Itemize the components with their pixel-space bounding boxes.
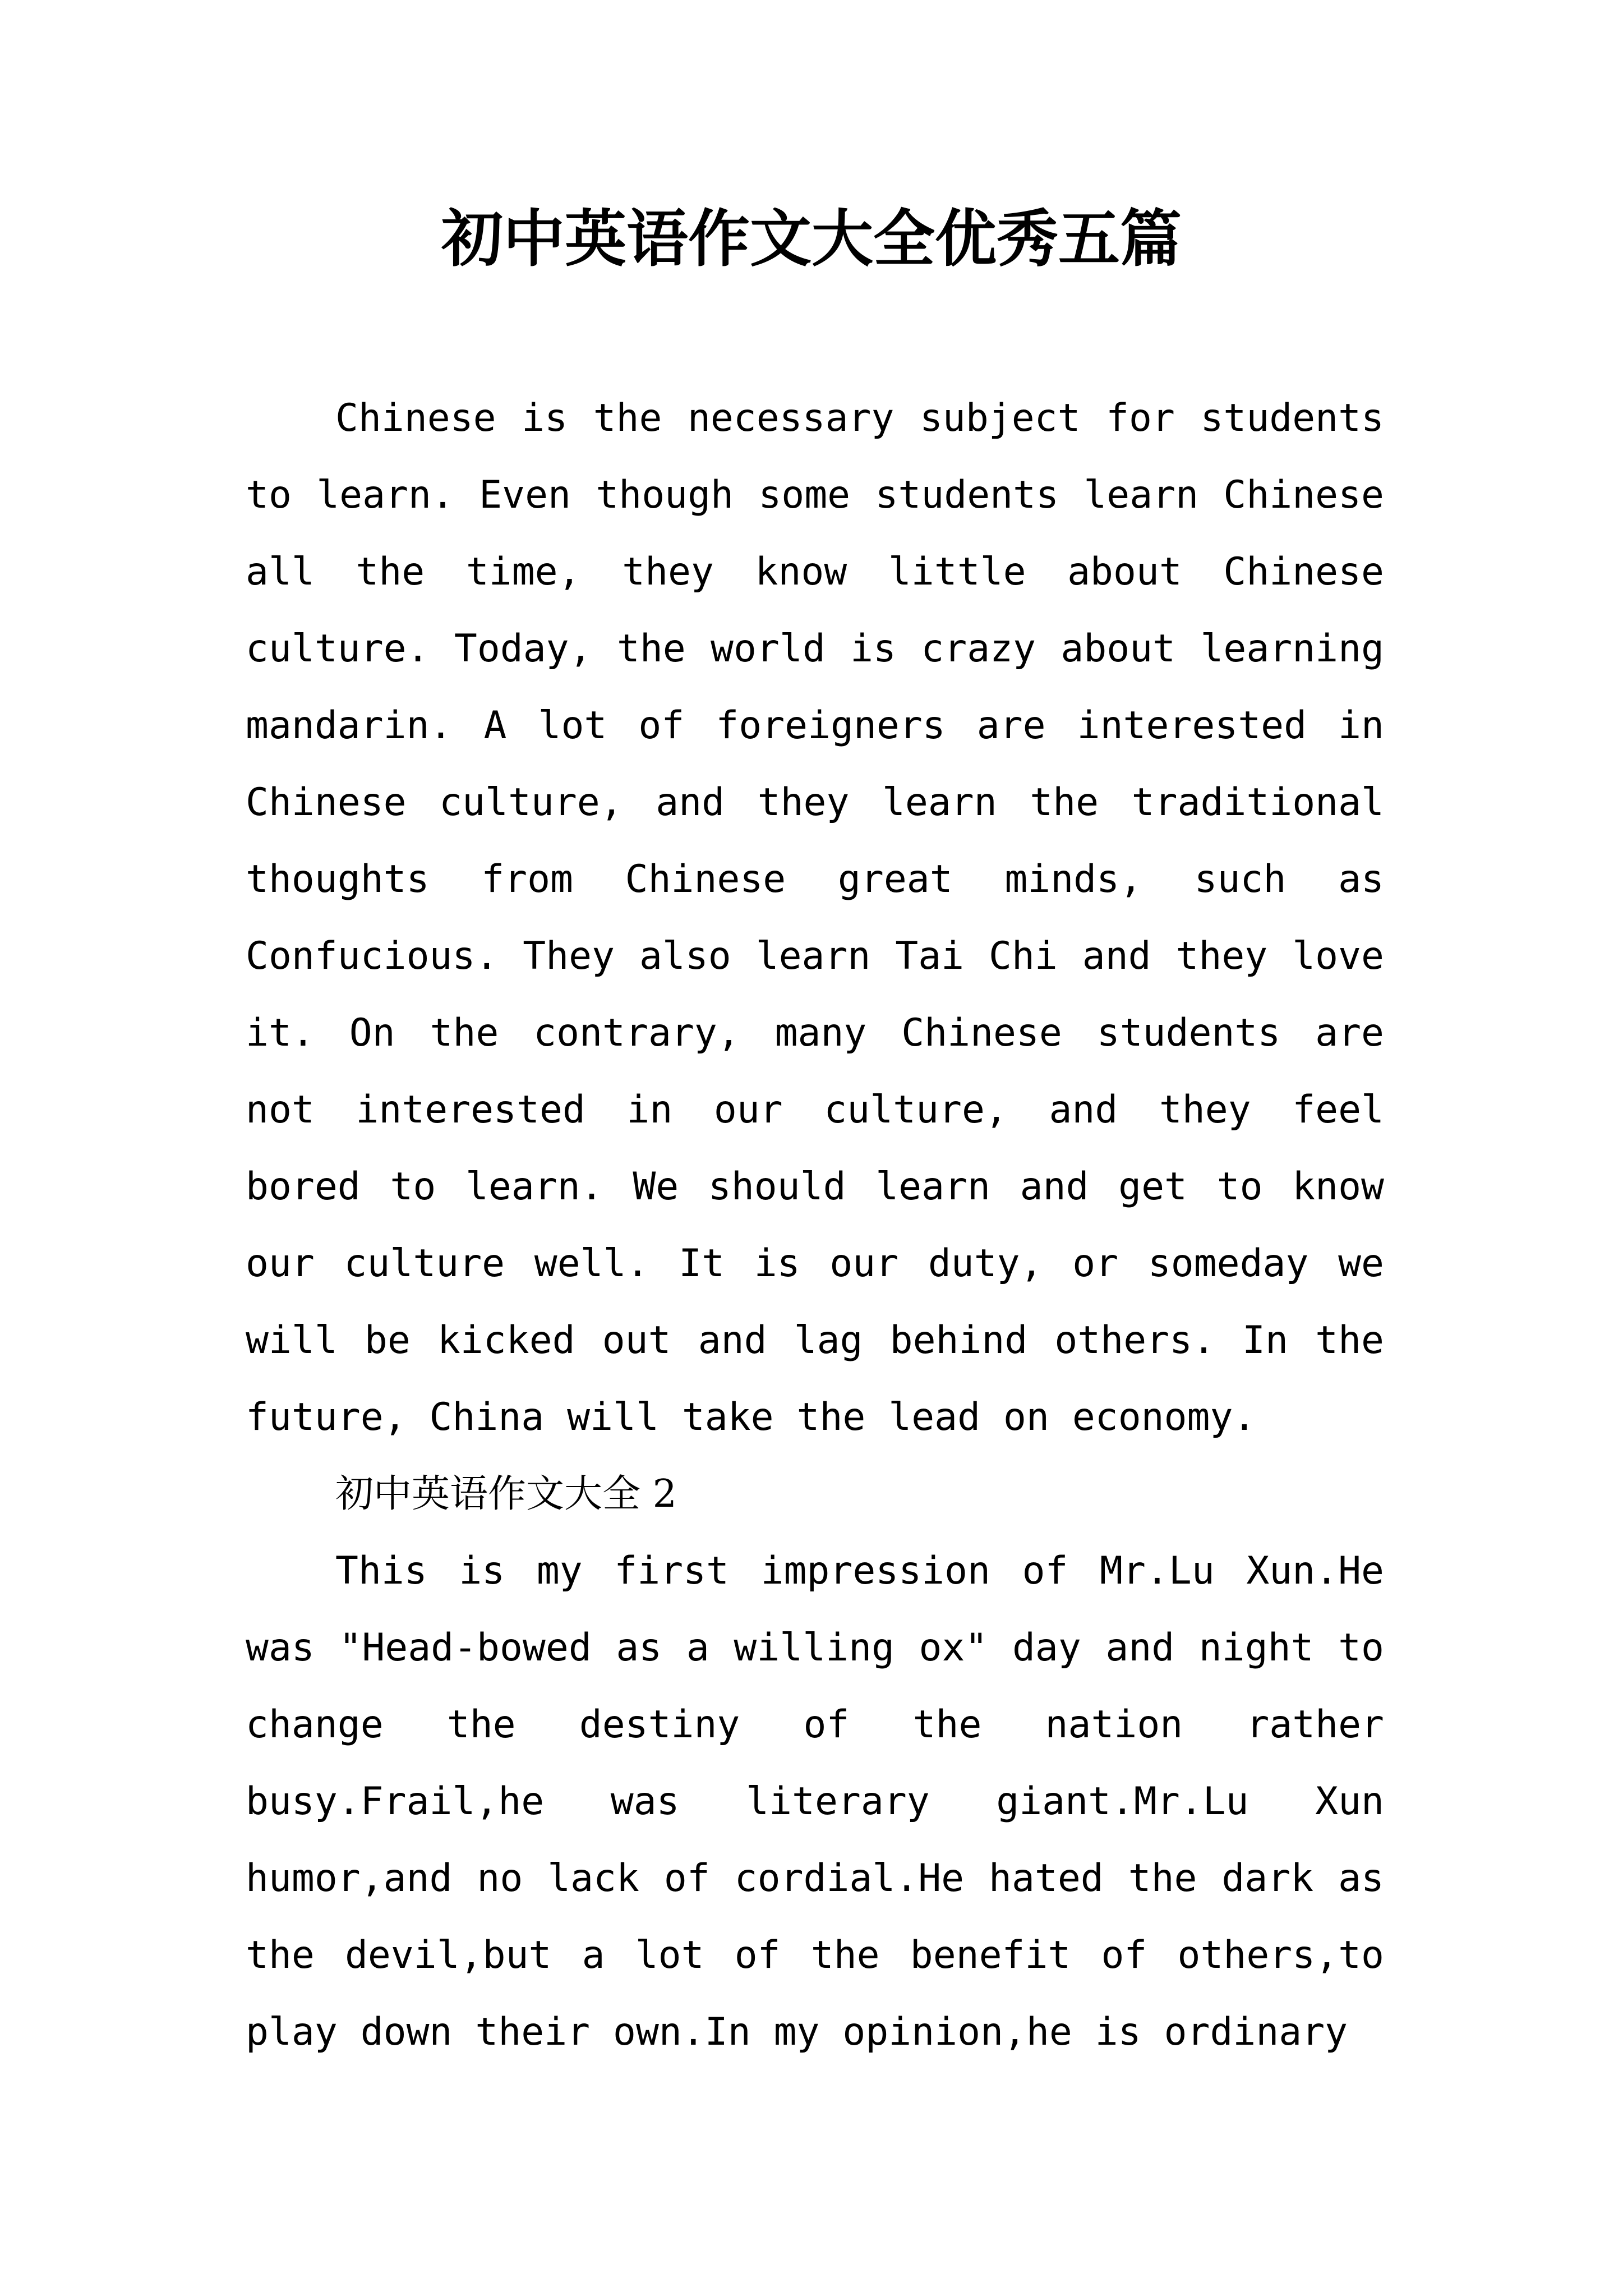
paragraph-2: This is my first impression of Mr.Lu Xun.He was "Head-bowed as a willing ox" day and night to change the destiny of the nation rather busy.Frail,he was literary giant.Mr.Lu Xun humor,and no lack of cordial.He hated the dark as the devil,but a lot of the benefit of others,to play down their own.In my opinion,he is ordinary: [246, 1549, 1384, 2054]
document-body: [246, 380, 1384, 2070]
paragraph-1: Chinese is the necessary subject for students to learn. Even though some students learn Chinese all the time, they know little about Chinese culture. Today, the world is crazy about learning mandarin. A lot of foreigners are interested in Chinese culture, and they learn the traditional thoughts from Chinese great minds, such as Confucious. They also learn Tai Chi and they love it. On the contrary, many Chinese students are not interested in our culture, and they feel bored to learn. We should learn and get to know our culture well. It is our duty, or someday we will be kicked out and lag behind others. In the future, China will take the lead on economy.: [246, 396, 1384, 1439]
document-title: 初中英语作文大全优秀五篇: [441, 203, 1182, 275]
section-2-heading: 初中英语作文大全 2: [335, 1472, 677, 1516]
